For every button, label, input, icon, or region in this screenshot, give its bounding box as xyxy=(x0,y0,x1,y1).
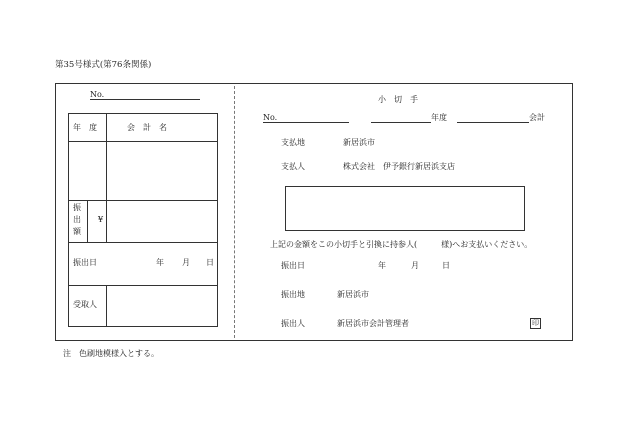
issue-date-month: 月 xyxy=(411,261,419,270)
stub-amount-label-divider xyxy=(87,200,88,242)
stub-amount-label-char: 額 xyxy=(73,227,81,236)
check-number-line xyxy=(263,122,349,123)
fiscal-year-line xyxy=(371,122,431,123)
stub-table-divider xyxy=(69,242,217,243)
stub-recipient-label: 受取人 xyxy=(73,300,97,309)
stub-number-label: No. xyxy=(90,90,105,99)
issuer-value: 新居浜市会計管理者 xyxy=(337,319,409,328)
pay-place-label: 支払地 xyxy=(281,138,305,147)
check-number-label: No. xyxy=(263,113,278,122)
stub-amount-label-char: 出 xyxy=(73,215,81,224)
payer-value: 株式会社 伊予銀行新居浜支店 xyxy=(343,162,455,171)
stub-yen-symbol: ¥ xyxy=(98,215,104,224)
stub-table-column-divider xyxy=(106,285,107,327)
issue-date-day: 日 xyxy=(442,261,450,270)
payment-instruction: 上記の金額をこの小切手と引換に持参人( 様)へお支払いください。 xyxy=(270,240,533,249)
amount-box xyxy=(285,186,525,231)
footnote: 注 色刷地模様入とする。 xyxy=(63,349,159,358)
stub-header-account: 会 計 名 xyxy=(127,123,167,132)
form-number-label: 第35号様式(第76条関係) xyxy=(55,60,152,70)
payer-label: 支払人 xyxy=(281,162,305,171)
issue-date-year: 年 xyxy=(378,261,386,270)
fiscal-year-suffix: 年度 xyxy=(431,113,447,122)
perforation-line xyxy=(234,86,235,338)
stub-number-line xyxy=(90,99,200,100)
stub-table-column-divider xyxy=(106,114,107,242)
issue-place-value: 新居浜市 xyxy=(337,290,369,299)
stub-table-divider xyxy=(69,141,217,142)
stub-amount-label-char: 振 xyxy=(73,203,81,212)
check-title: 小 切 手 xyxy=(378,95,418,104)
stub-date-day: 日 xyxy=(206,258,214,267)
account-suffix: 会計 xyxy=(529,113,545,122)
stub-header-year: 年 度 xyxy=(73,123,97,132)
stub-date-year: 年 xyxy=(156,258,164,267)
account-line xyxy=(457,122,529,123)
stub-table xyxy=(68,113,218,327)
pay-place-value: 新居浜市 xyxy=(343,138,375,147)
issuer-label: 振出人 xyxy=(281,319,305,328)
stub-issue-date-label: 振出日 xyxy=(73,258,97,267)
issue-place-label: 振出地 xyxy=(281,290,305,299)
stub-date-month: 月 xyxy=(182,258,190,267)
stub-table-divider xyxy=(69,285,217,286)
seal-mark: 印 xyxy=(532,319,539,327)
issue-date-label: 振出日 xyxy=(281,261,305,270)
stub-table-divider xyxy=(69,200,217,201)
